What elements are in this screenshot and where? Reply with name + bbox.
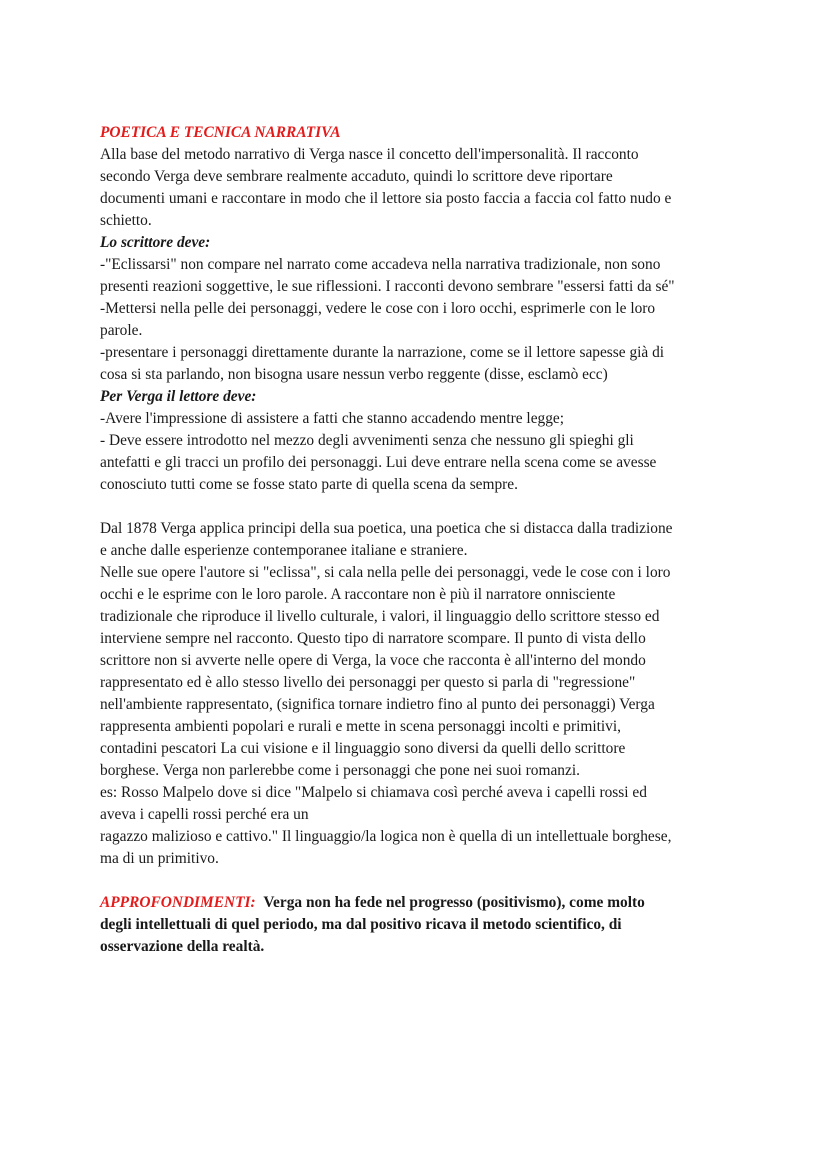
text-line: secondo Verga deve sembrare realmente accaduto, quindi lo scrittore deve riportare: [100, 168, 613, 185]
approfondimenti-text: Verga non ha fede nel progresso (positivismo), come molto: [263, 894, 645, 911]
document-page: [100, 122, 728, 958]
text-line: borghese. Verga non parlerebbe come i personaggi che pone nei suoi romanzi.: [100, 762, 580, 779]
text-line: schietto.: [100, 212, 152, 229]
text-line: -"Eclissarsi" non compare nel narrato come accadeva nella narrativa tradizionale, non sono: [100, 256, 661, 273]
body-paragraph: [100, 518, 728, 870]
approfondimenti-paragraph: [100, 892, 728, 958]
text-line: cosa si sta parlando, non bisogna usare nessun verbo reggente (disse, esclamò ecc): [100, 366, 608, 383]
text-line: presenti reazioni soggettive, le sue riflessioni. I racconti devono sembrare "essersi fatti da sé": [100, 278, 675, 295]
text-line: Dal 1878 Verga applica principi della sua poetica, una poetica che si distacca dalla tradizione: [100, 520, 673, 537]
text-line: rappresentato ed è allo stesso livello dei personaggi per questo si parla di "regressione": [100, 674, 636, 691]
section-title: POETICA E TECNICA NARRATIVA: [100, 124, 341, 141]
text-line: e anche dalle esperienze contemporanee italiane e straniere.: [100, 542, 468, 559]
text-line: rappresenta ambienti popolari e rurali e mette in scena personaggi incolti e primitivi,: [100, 718, 621, 735]
paragraph-spacer: [100, 870, 728, 892]
text-line: Alla base del metodo narrativo di Verga nasce il concetto dell'impersonalità. Il racconto: [100, 146, 639, 163]
text-line: degli intellettuali di quel periodo, ma dal positivo ricava il metodo scientifico, di: [100, 916, 622, 933]
approfondimenti-first-line: [100, 892, 728, 914]
text-line: es: Rosso Malpelo dove si dice "Malpelo si chiamava così perché aveva i capelli rossi ed: [100, 784, 647, 801]
intro-paragraph: [100, 144, 728, 232]
text-line: conosciuto tutti come se fosse stato parte di quella scena da sempre.: [100, 476, 518, 493]
text-line: aveva i capelli rossi perché era un: [100, 806, 309, 823]
text-line: -Avere l'impressione di assistere a fatti che stanno accadendo mentre legge;: [100, 410, 565, 427]
text-line: interviene sempre nel racconto. Questo tipo di narratore scompare. Il punto di vista dello: [100, 630, 646, 647]
writer-subheading: Lo scrittore deve:: [100, 234, 211, 251]
reader-list: [100, 408, 728, 496]
text-line: antefatti e gli tracci un profilo dei personaggi. Lui deve entrare nella scena come se avesse: [100, 454, 657, 471]
text-line: -Mettersi nella pelle dei personaggi, vedere le cose con i loro occhi, esprimerle con le loro: [100, 300, 656, 317]
paragraph-spacer: [100, 496, 728, 518]
text-line: scrittore non si avverte nelle opere di Verga, la voce che racconta è all'interno del mondo: [100, 652, 646, 669]
text-line: occhi e le esprime con le loro parole. A raccontare non è più il narratore onnisciente: [100, 586, 616, 603]
text-line: documenti umani e raccontare in modo che il lettore sia posto faccia a faccia col fatto nudo e: [100, 190, 672, 207]
text-line: ma di un primitivo.: [100, 850, 219, 867]
text-line: parole.: [100, 322, 143, 339]
text-line: ragazzo malizioso e cattivo." Il linguaggio/la logica non è quella di un intellettuale borghese,: [100, 828, 672, 845]
text-line: -presentare i personaggi direttamente durante la narrazione, come se il lettore sapesse già di: [100, 344, 665, 361]
writer-list: [100, 254, 728, 386]
text-line: osservazione della realtà.: [100, 938, 265, 955]
text-line: - Deve essere introdotto nel mezzo degli avvenimenti senza che nessuno gli spieghi gli: [100, 432, 634, 449]
reader-subheading: Per Verga il lettore deve:: [100, 388, 257, 405]
approfondimenti-label: APPROFONDIMENTI:: [100, 894, 256, 911]
text-line: tradizionale che riproduce il livello culturale, i valori, il linguaggio dello scrittore stesso ed: [100, 608, 660, 625]
text-line: Nelle sue opere l'autore si "eclissa", si cala nella pelle dei personaggi, vede le cose con i loro: [100, 564, 671, 581]
text-line: contadini pescatori La cui visione e il linguaggio sono diversi da quelli dello scrittore: [100, 740, 626, 757]
text-line: nell'ambiente rappresentato, (significa tornare indietro fino al punto dei personaggi) Verga: [100, 696, 655, 713]
